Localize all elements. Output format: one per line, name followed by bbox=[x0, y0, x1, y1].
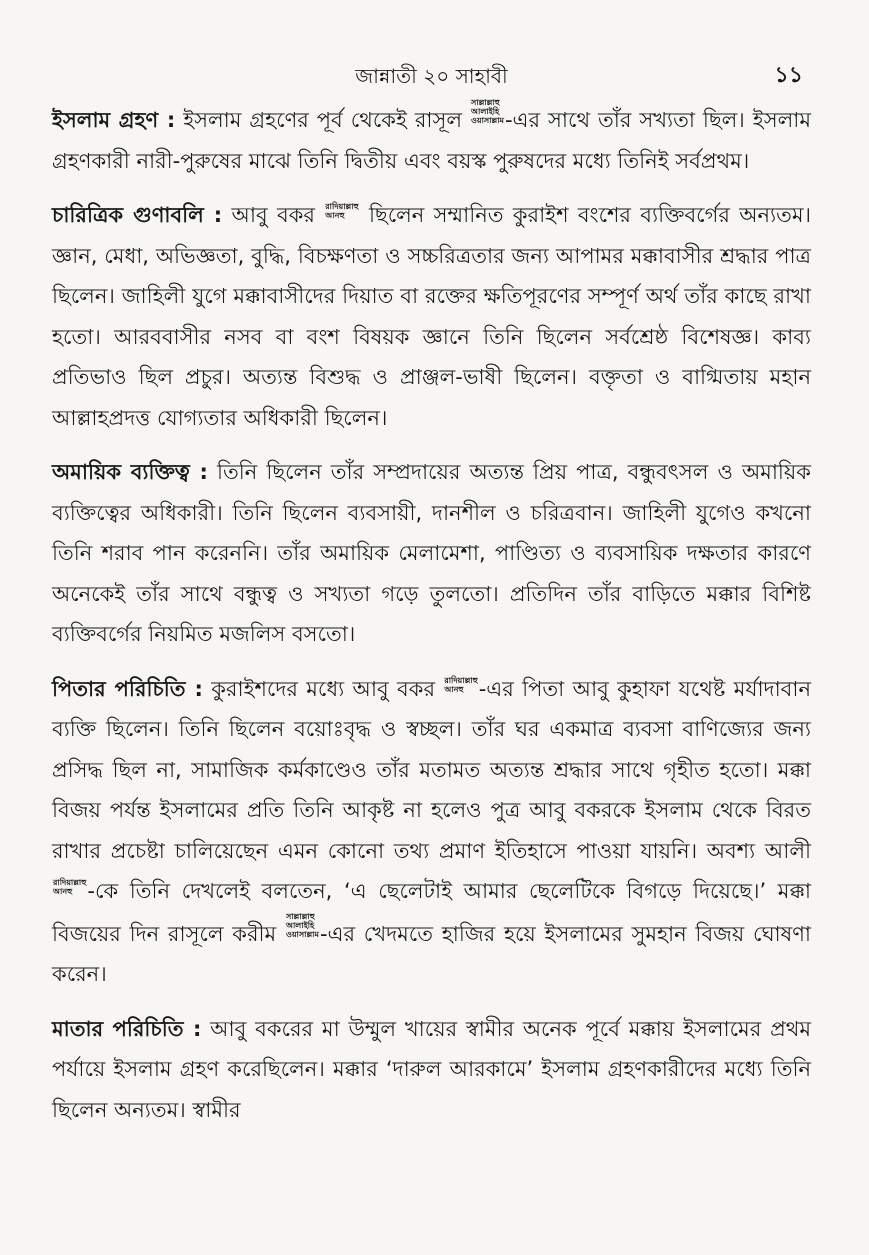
section-heading: মাতার পরিচিতি : bbox=[52, 1016, 202, 1041]
section-heading: অমায়িক ব্যক্তিত্ব : bbox=[52, 460, 208, 484]
paragraph-father-introduction: পিতার পরিচিতি : কুরাইশদের মধ্যে আবু বকর রাদিয়াল্লাহু আনহু -এর পিতা আবু কুহাফা যথেষ্ট মর্যাদাবান ব্যক্তি ছিলেন। তিনি ছিলেন বয়োঃবৃদ্ধ ও স্বচ্ছল। তাঁর ঘর একমাত্র ব্যবসা বাণিজ্যের জন্য প্রসিদ্ধ ছিল না, সামাজিক কর্মকাণ্ডেও তাঁর মতামত অত্যন্ত শ্রদ্ধার সাথে গৃহীত হতো। মক্কা বিজয় পর্যন্ত ইসলামের প্রতি তিনি আকৃষ্ট না হলেও পুত্র আবু বকরকে ইসলাম থেকে বিরত রাখার প্রচেষ্টা চালিয়েছেন এমন কোনো তথ্য প্রমাণ ইতিহাসে পাওয়া যায়নি। অবশ্য আলী রাদিয়াল্লাহু আনহু -কে তিনি দেখলেই বলতেন, ‘এ ছেলেটাই আমার ছেলেটিকে বিগড়ে দিয়েছে।’ মক্কা বিজয়ের দিন রাসূলে করীম সাল্লাল্লাহু আলাইহি ওয়াসাল্লাম -এর খেদমতে হাজির হয়ে ইসলামের সুমহান বিজয় ঘোষণা করেন। bbox=[52, 675, 811, 986]
running-header bbox=[52, 58, 811, 94]
honorific-companion: রাদিয়াল্লাহু আনহু bbox=[325, 202, 359, 220]
book-title: জান্নাতী ২০ সাহাবী bbox=[355, 64, 508, 88]
honorific-prophet: সাল্লাল্লাহু আলাইহি ওয়াসাল্লাম bbox=[285, 911, 319, 939]
honorific-prophet: সাল্লাল্লাহু আলাইহি ওয়াসাল্লাম bbox=[470, 98, 504, 125]
honorific-companion: রাদিয়াল্লাহু আনহু bbox=[444, 675, 478, 694]
section-heading: ইসলাম গ্রহণ : bbox=[52, 108, 176, 132]
section-heading: পিতার পরিচিতি : bbox=[52, 676, 203, 701]
paragraph-mother-introduction: মাতার পরিচিতি : আবু বকরের মা উম্মুল খায়ের স্বামীর অনেক পূর্বে মক্কায় ইসলামের প্রথম পর্যায়ে ইসলাম গ্রহণ করেছিলেন। মক্কার ‘দারুল আরকামে’ ইসলাম গ্রহণকারীদের মধ্যে তিনি ছিলেন অন্যতম। স্বামীর bbox=[52, 1016, 812, 1122]
paragraph-character-qualities: চারিত্রিক গুণাবলি : আবু বকর রাদিয়াল্লাহু আনহু ছিলেন সম্মানিত কুরাইশ বংশের ব্যক্তিবর্গের অন্যতম। জ্ঞান, মেধা, অভিজ্ঞতা, বুদ্ধি, বিচক্ষণতা ও সচ্চরিত্রতার জন্য আপামর মক্কাবাসীর শ্রদ্ধার পাত্র ছিলেন। জাহিলী যুগে মক্কাবাসীদের দিয়াত বা রক্তের ক্ষতিপূরণের সম্পূর্ণ অর্থ তাঁর কাছে রাখা হতো। আরববাসীর নসব বা বংশ বিষয়ক জ্ঞানে তিনি ছিলেন সর্বশ্রেষ্ঠ বিশেষজ্ঞ। কাব্য প্রতিভাও ছিল প্রচুর। অত্যন্ত বিশুদ্ধ ও প্রাঞ্জল-ভাষী ছিলেন। বক্তৃতা ও বাগ্মিতায় মহান আল্লাহপ্রদত্ত যোগ্যতার অধিকারী ছিলেন। bbox=[52, 202, 811, 430]
page-number: ১১ bbox=[774, 63, 803, 88]
paragraph-amiable-personality: অমায়িক ব্যক্তিত্ব : তিনি ছিলেন তাঁর সম্প্রদায়ের অত্যন্ত প্রিয় পাত্র, বন্ধুবৎসল ও অমায়িক ব্যক্তিত্বের অধিকারী। তিনি ছিলেন ব্যবসায়ী, দানশীল ও চরিত্রবান। জাহিলী যুগেও কখনো তিনি শরাব পান করেননি। তাঁর অমায়িক মেলামেশা, পাণ্ডিত্য ও ব্যবসায়িক দক্ষতার কারণে অনেকেই তাঁর সাথে বন্ধুত্ব ও সখ্যতা গড়ে তুলতো। প্রতিদিন তাঁর বাড়িতে মক্কার বিশিষ্ট ব্যক্তিবর্গের নিয়মিত মজলিস বসতো। bbox=[52, 460, 811, 646]
honorific-companion: রাদিয়াল্লাহু আনহু bbox=[53, 878, 87, 896]
paragraph-islam-acceptance: ইসলাম গ্রহণ : ইসলাম গ্রহণের পূর্ব থেকেই রাসূল সাল্লাল্লাহু আলাইহি ওয়াসাল্লাম -এর সাথে তাঁর সখ্যতা ছিল। ইসলাম গ্রহণকারী নারী-পুরুষের মাঝে তিনি দ্বিতীয় এবং বয়স্ক পুরুষদের মধ্যে তিনিই সর্বপ্রথম। bbox=[52, 98, 811, 173]
section-heading: চারিত্রিক গুণাবলি : bbox=[52, 203, 223, 227]
